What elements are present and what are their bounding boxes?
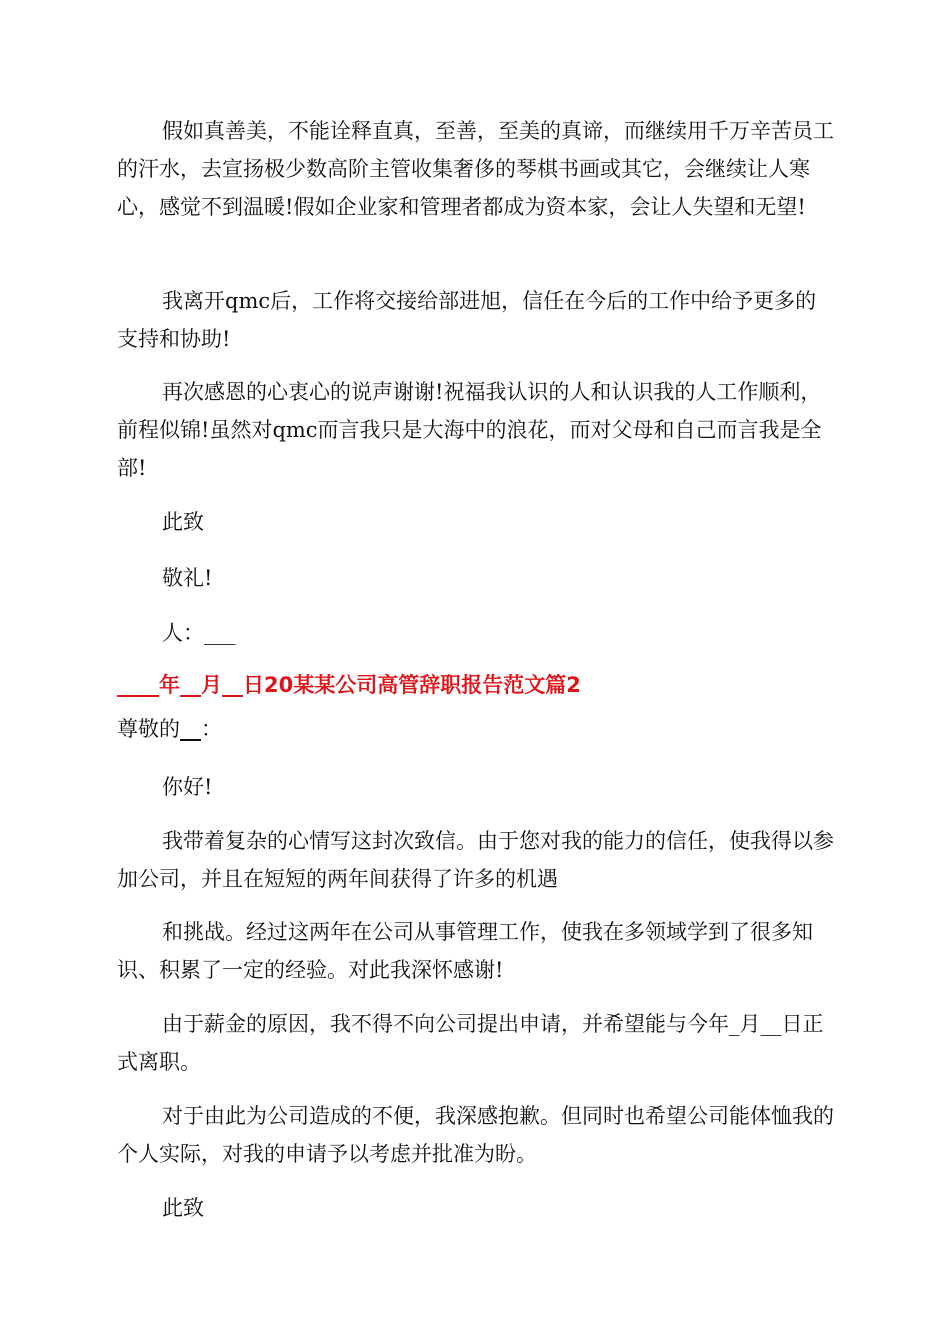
salutation-suffix: ：: [201, 717, 222, 741]
paragraph: 假如真善美，不能诠释直真，至善，至美的真谛，而继续用千万辛苦员工的汗水，去宣扬极少数高阶主管收集奢侈的琴棋书画或其它，会继续让人寒心，感觉不到温暖!假如企业家和管理者都成为资本家，会让人失望和无望!: [117, 119, 834, 219]
paragraph: 再次感恩的心衷心的说声谢谢!祝福我认识的人和认识我的人工作顺利，前程似锦!虽然对qmc而言我只是大海中的浪花，而对父母和自己而言我是全部!: [117, 380, 822, 480]
paragraph: 我带着复杂的心情写这封次致信。由于您对我的能力的信任，使我得以参加公司，并且在短短的两年间获得了许多的机遇: [117, 829, 834, 891]
salutation-prefix: 尊敬的: [117, 717, 180, 741]
paragraph: 对于由此为公司造成的不便，我深感抱歉。但同时也希望公司能体恤我的个人实际，对我的申请予以考虑并批准为盼。: [117, 1104, 834, 1166]
paragraph: 我离开qmc后，工作将交接给部进旭，信任在今后的工作中给予更多的支持和协助!: [117, 289, 817, 351]
section-heading: ____年__月__日20某某公司高管辞职报告范文篇2: [117, 673, 581, 697]
closing-line: 此致: [162, 510, 204, 534]
salutation-blank: __: [180, 717, 201, 741]
closing-line: 此致: [162, 1196, 204, 1220]
signature-line: 人：___: [162, 621, 236, 645]
paragraph: 和挑战。经过这两年在公司从事管理工作，使我在多领域学到了很多知识、积累了一定的经验。对此我深怀感谢!: [117, 920, 813, 982]
greeting: 你好!: [162, 775, 213, 799]
closing-line: 敬礼!: [162, 566, 213, 590]
paragraph: 由于薪金的原因，我不得不向公司提出申请，并希望能与今年_月__日正式离职。: [117, 1012, 824, 1074]
salutation: [117, 714, 837, 744]
